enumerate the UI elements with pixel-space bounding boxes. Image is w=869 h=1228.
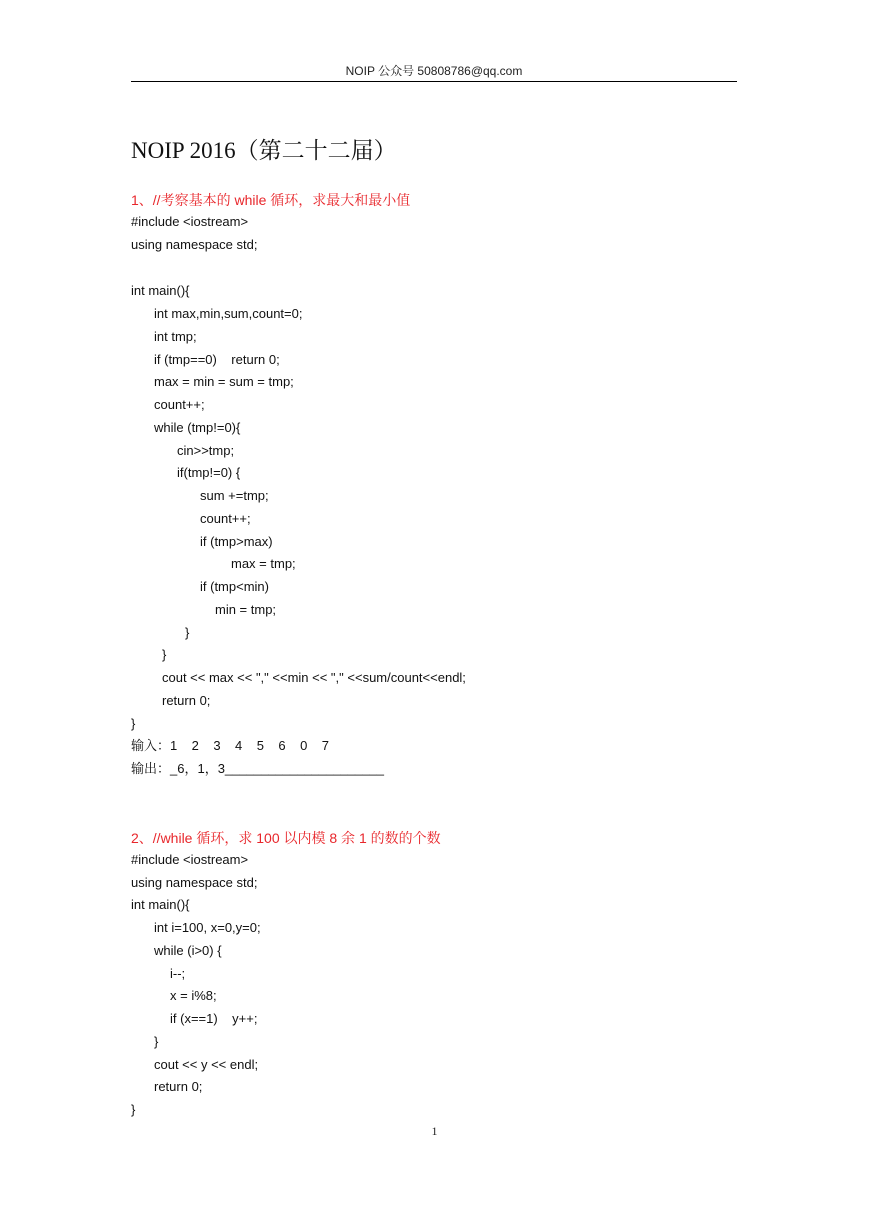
code-line: using namespace std;	[131, 875, 258, 890]
code-line: return 0;	[154, 1079, 203, 1094]
code-line: if (tmp<min)	[200, 579, 269, 594]
problem-1-output: 输出：_6，1，3______________________	[131, 761, 384, 776]
code-line: }	[131, 716, 136, 731]
code-line: }	[154, 1034, 159, 1049]
code-line: return 0;	[162, 693, 211, 708]
code-line: while (i>0) {	[154, 943, 222, 958]
code-line: cin>>tmp;	[177, 443, 235, 458]
code-line: #include <iostream>	[131, 214, 249, 229]
code-line: if (tmp==0) return 0;	[154, 352, 280, 367]
code-line: if (x==1) y++;	[170, 1011, 258, 1026]
problem-1-heading: 1、//考察基本的 while 循环，求最大和最小值	[131, 192, 411, 208]
code-line: i--;	[170, 966, 186, 981]
code-line: int tmp;	[154, 329, 197, 344]
code-line: if (tmp>max)	[200, 534, 273, 549]
header-rule	[131, 81, 737, 82]
code-line: min = tmp;	[215, 602, 277, 617]
code-line: cout << y << endl;	[154, 1057, 259, 1072]
code-line: int main(){	[131, 283, 190, 298]
problem-2-heading: 2、//while 循环，求 100 以内模 8 余 1 的数的个数	[131, 830, 441, 846]
page-number: 1	[431, 1124, 438, 1138]
document-title: NOIP 2016（第二十二届）	[131, 138, 397, 163]
code-line: x = i%8;	[170, 988, 217, 1003]
code-line: using namespace std;	[131, 237, 258, 252]
code-line: int main(){	[131, 897, 190, 912]
code-line: count++;	[154, 397, 205, 412]
code-line: }	[185, 625, 190, 640]
code-line: count++;	[200, 511, 251, 526]
code-line: }	[162, 647, 167, 662]
header-text: NOIP 公众号 50808786@qq.com	[345, 64, 523, 78]
code-line: if(tmp!=0) {	[177, 465, 241, 480]
code-line: while (tmp!=0){	[154, 420, 241, 435]
code-line: sum +=tmp;	[200, 488, 269, 503]
code-line: int i=100, x=0,y=0;	[154, 920, 261, 935]
problem-1-input: 输入：1 2 3 4 5 6 0 7	[131, 738, 329, 753]
code-line: #include <iostream>	[131, 852, 249, 867]
code-line: }	[131, 1102, 136, 1117]
code-line: max = min = sum = tmp;	[154, 374, 294, 389]
code-line: int max,min,sum,count=0;	[154, 306, 303, 321]
code-line: max = tmp;	[231, 556, 296, 571]
code-line: cout << max << "," <<min << "," <<sum/count<<endl;	[162, 670, 466, 685]
